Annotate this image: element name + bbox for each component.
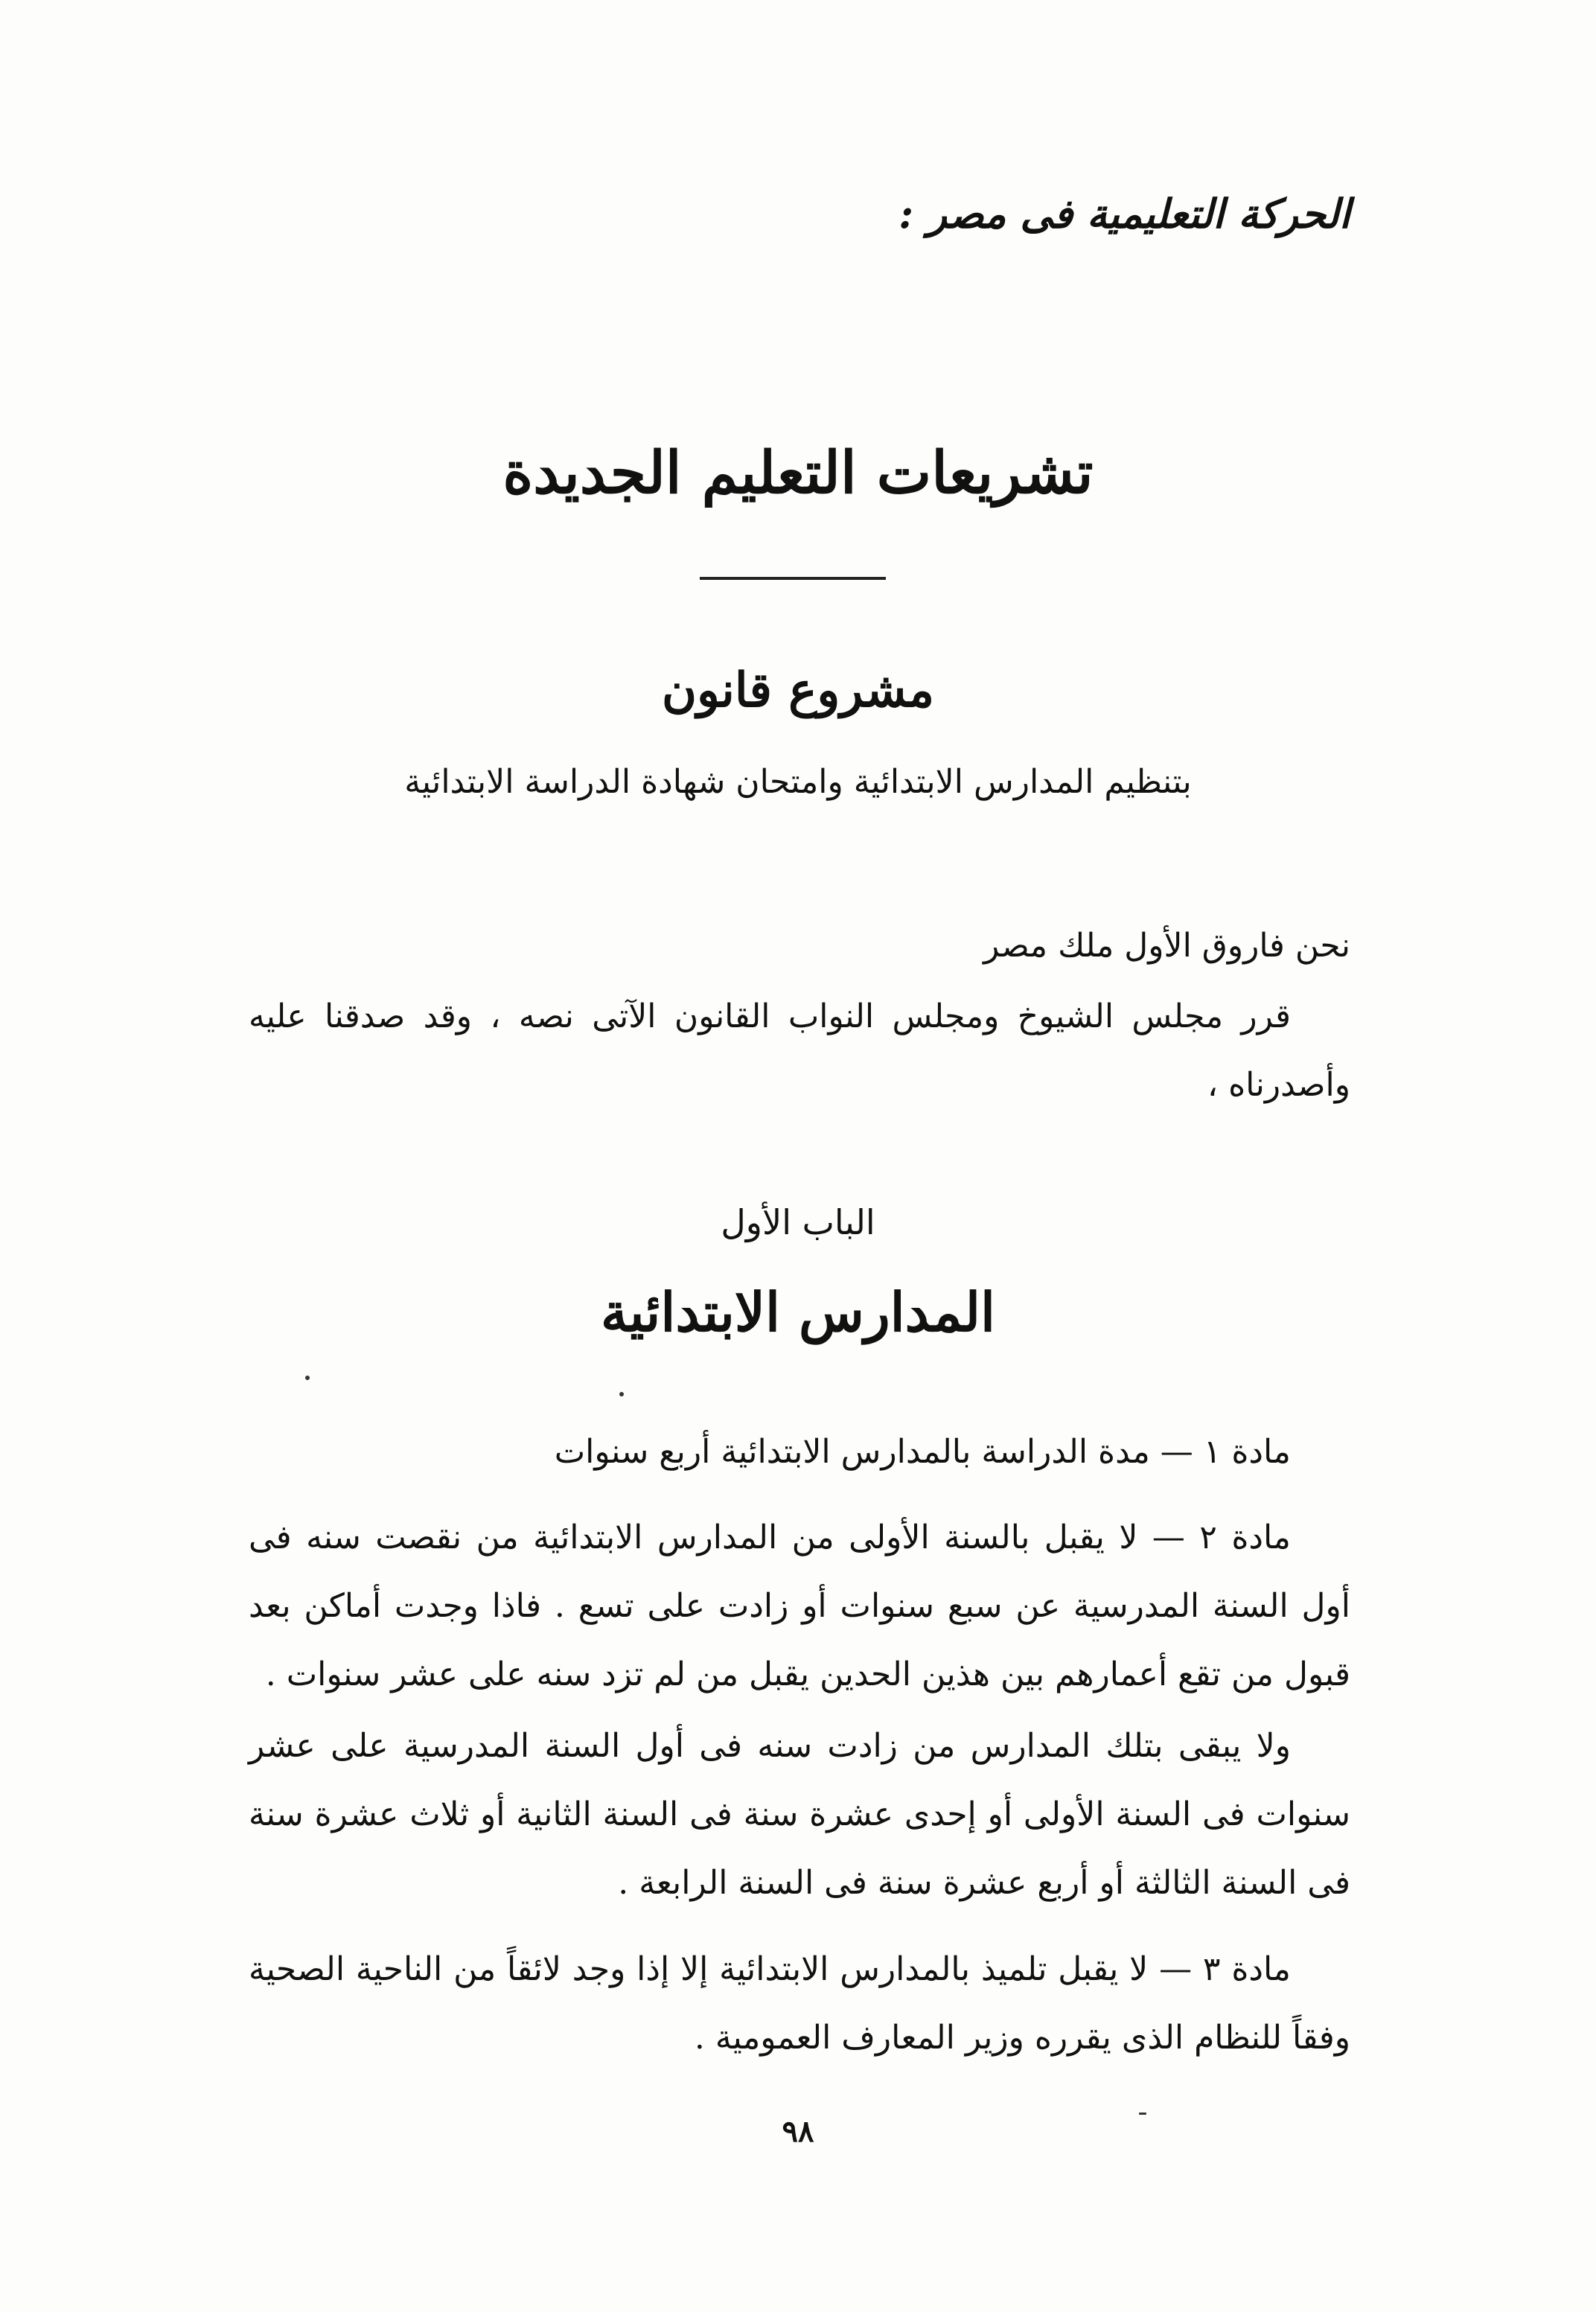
article-1: مادة ١ — مدة الدراسة بالمدارس الابتدائية أربع سنوات	[554, 1433, 1291, 1471]
article-3: مادة ٣ — لا يقبل تلميذ بالمدارس الابتدائية إلا إذا وجد لائقاً من الناحية الصحية وفقاً للنظام الذى يقرره وزير المعارف العمومية .	[249, 1950, 1350, 2057]
running-head: الحركة التعليمية فى مصر :	[898, 190, 1350, 237]
law-heading: مشروع قانون	[661, 662, 935, 718]
scan-speck	[1139, 2113, 1146, 2115]
scan-speck	[305, 1376, 310, 1380]
title-divider	[700, 577, 886, 580]
page-title: تشريعات التعليم الجديدة	[502, 439, 1094, 507]
article-2: مادة ٢ — لا يقبل بالسنة الأولى من المدارس الابتدائية من نقصت سنه فى أول السنة المدرسية عن سبع سنوات أو زادت على تسع . فاذا وجدت أماكن بعد قبول من تقع أعمارهم بين هذين الحدين يقبل من لم تزد سنه على عشر سنوات .	[249, 1519, 1350, 1693]
article-2-continued: ولا يبقى بتلك المدارس من زادت سنه فى أول السنة المدرسية على عشر سنوات فى السنة الأولى أو إحدى عشرة سنة فى السنة الثانية أو ثلاث عشرة سنة فى السنة الثالثة أو أربع عشرة سنة فى السنة الرابعة .	[249, 1727, 1350, 1902]
law-subheading: بتنظيم المدارس الابتدائية وامتحان شهادة الدراسة الابتدائية	[404, 763, 1192, 801]
preamble-text: قرر مجلس الشيوخ ومجلس النواب القانون الآتى نصه ، وقد صدقنا عليه وأصدرناه ،	[249, 997, 1350, 1104]
chapter-label: الباب الأول	[721, 1202, 875, 1242]
preamble-king: نحن فاروق الأول ملك مصر	[983, 927, 1350, 965]
page-number: ٩٨	[782, 2114, 814, 2149]
chapter-title: المدارس الابتدائية	[600, 1280, 996, 1344]
scan-speck	[619, 1392, 624, 1396]
